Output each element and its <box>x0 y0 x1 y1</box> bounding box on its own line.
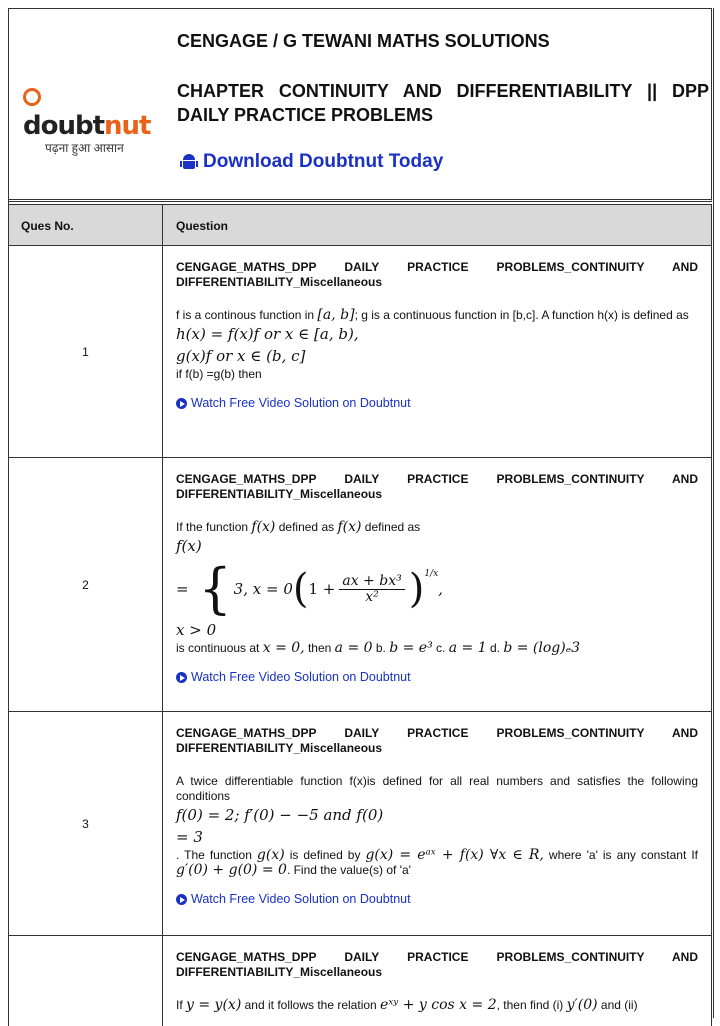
question-cell <box>163 458 711 711</box>
question-text: if f(b) =g(b) then <box>176 367 262 381</box>
download-label: Download Doubtnut Today <box>203 151 444 172</box>
watch-video-link[interactable]: Watch Free Video Solution on Doubtnut <box>176 892 698 907</box>
table-row <box>8 936 712 1026</box>
question-number: 2 <box>9 458 163 711</box>
question-cell <box>163 246 711 457</box>
question-text: If the function f(x) defined as f(x) defined as <box>176 519 421 535</box>
question-source: CENGAGE_MATHS_DPP DAILY PRACTICE PROBLEMS_CONTINUITY AND DIFFERENTIABILITY_Miscellaneous <box>176 726 698 755</box>
piecewise-definition: = { 3, x = 0 ( 1 + $\frac{\text{ax + bx³}}{\text{x²}}$ ) $^{1/x}$ , <box>176 557 443 621</box>
page-header <box>8 8 712 202</box>
chapter-title: CHAPTER CONTINUITY AND DIFFERENTIABILITY || DPP DAILY PRACTICE PROBLEMS <box>177 81 709 125</box>
watch-video-link[interactable]: Watch Free Video Solution on Doubtnut <box>176 396 698 411</box>
question-source: CENGAGE_MATHS_DPP DAILY PRACTICE PROBLEMS_CONTINUITY AND DIFFERENTIABILITY_Miscellaneous <box>176 950 698 979</box>
math-line: x > 0 <box>176 621 217 639</box>
col-question: Question <box>176 219 229 233</box>
question-text: . The function g(x) is defined by g(x) = eᵃˣ + f(x) ∀x ∈ R, where 'a' is any constant If g′(0) + g(0) = 0. Find the value(s) of 'a' <box>176 847 698 878</box>
question-text: is continuous at x = 0, then a = 0 b. b = e³ c. a = 1 d. b = (log)ₑ3 <box>176 640 581 656</box>
math-line: h(x) = f(x)f or x ∈ [a, b), <box>176 325 359 343</box>
math-line: f(x) <box>176 537 202 555</box>
question-cell <box>163 712 711 935</box>
question-source: CENGAGE_MATHS_DPP DAILY PRACTICE PROBLEMS_CONTINUITY AND DIFFERENTIABILITY_Miscellaneous <box>176 260 698 289</box>
question-number: 3 <box>9 712 163 935</box>
question-cell <box>163 936 711 1026</box>
play-icon <box>176 672 187 683</box>
book-title: CENGAGE / G TEWANI MATHS SOLUTIONS <box>177 31 550 51</box>
play-icon <box>176 398 187 409</box>
android-icon <box>181 153 197 171</box>
col-ques-no: Ques No. <box>9 205 163 245</box>
logo-tagline: पढ़ना हुआ आसान <box>45 141 124 155</box>
question-number <box>9 936 163 1026</box>
question-number: 1 <box>9 246 163 457</box>
question-text: A twice differentiable function f(x)is defined for all real numbers and satisfies the following conditions <box>176 774 698 803</box>
doubtnut-mark-icon <box>23 88 41 106</box>
doubtnut-logo: doubtnut पढ़ना हुआ आसान <box>23 81 163 156</box>
question-source: CENGAGE_MATHS_DPP DAILY PRACTICE PROBLEMS_CONTINUITY AND DIFFERENTIABILITY_Miscellaneous <box>176 472 698 501</box>
question-text: If y = y(x) and it follows the relation eˣʸ + y cos x = 2, then find (i) y′(0) and (ii) <box>176 997 638 1013</box>
table-row <box>8 458 712 712</box>
play-icon <box>176 894 187 905</box>
download-link[interactable] <box>181 151 443 173</box>
watch-video-link[interactable]: Watch Free Video Solution on Doubtnut <box>176 670 698 685</box>
table-row <box>8 712 712 936</box>
table-header <box>8 204 712 246</box>
math-line: = 3 <box>176 828 203 846</box>
math-line: g(x)f or x ∈ (b, c] <box>176 347 306 365</box>
table-row <box>8 246 712 458</box>
math-line: f(0) = 2; f′(0) − −5 and f(0) <box>176 806 384 824</box>
question-text: f is a continous function in [a, b]; g is a continuous function in [b,c]. A function h(x) is defined as <box>176 307 689 323</box>
